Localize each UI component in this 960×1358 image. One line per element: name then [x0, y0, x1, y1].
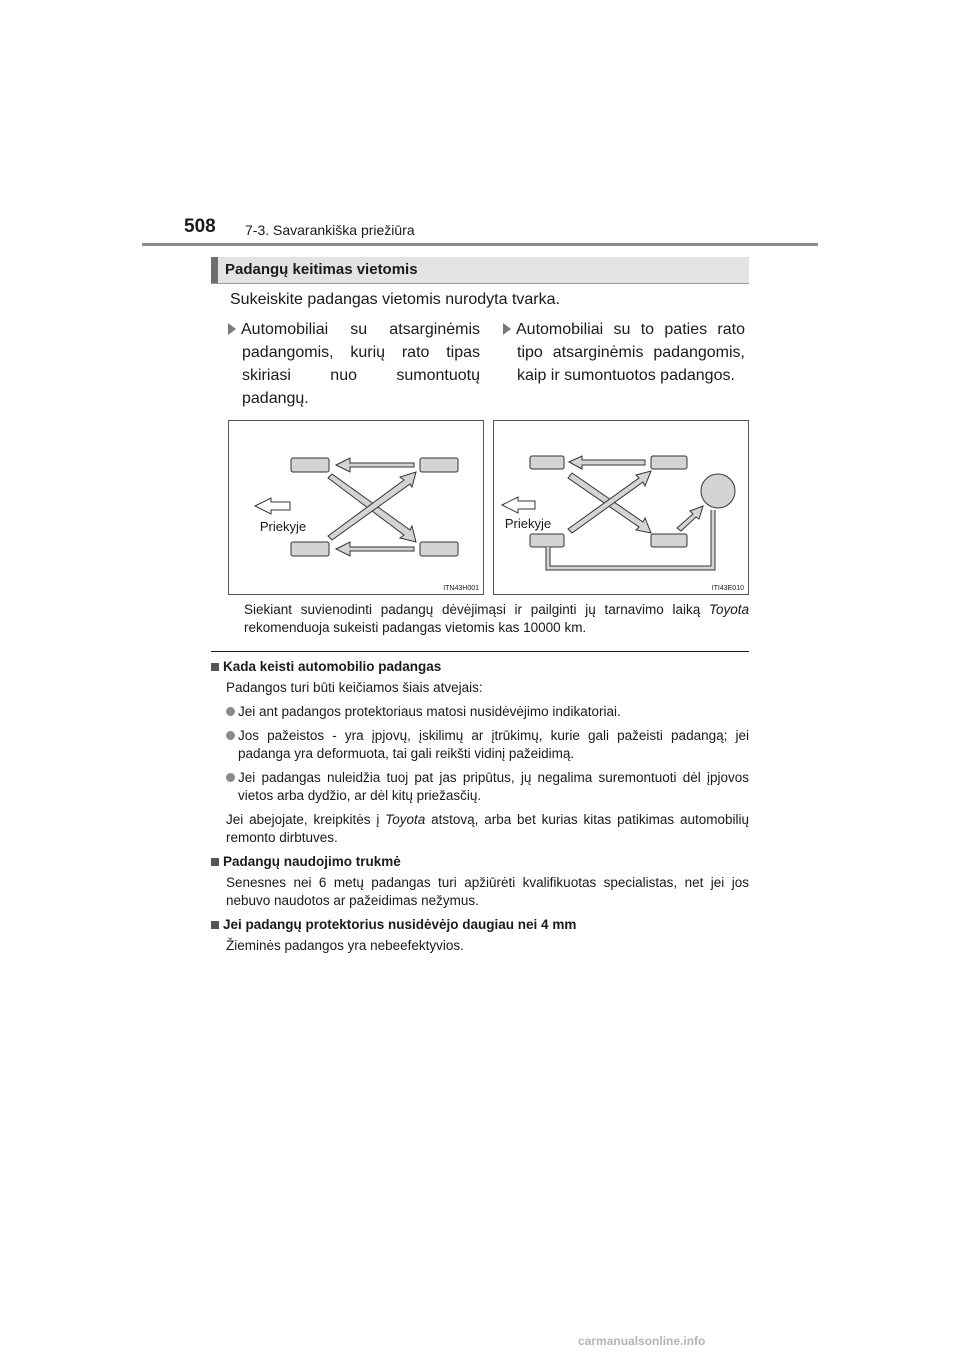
circle-bullet-icon	[226, 731, 235, 740]
tread-text: Žieminės padangos yra nebeefektyvios.	[226, 938, 464, 953]
column-left	[228, 318, 480, 410]
column-left-text: Automobiliai su atsarginėmis padangomis, kurių rato tipas skiriasi nuo sumontuotų padangų.	[241, 321, 480, 407]
rotation-diagram-left	[228, 420, 484, 595]
caption-pre: Siekiant suvienodinti padangų dėvėjimąsi ir pailginti jų tarnavimo laiką	[244, 602, 709, 617]
when-bullet: Jos pažeistos - yra įpjovų, įskilimų ar įtrūkimų, kurie gali pažeisti padangą; jei padanga yra deformuota, tai gali reikšti vidinį pažeidimą.	[211, 727, 749, 763]
when-intro: Padangos turi būti keičiamos šiais atvejais:	[226, 680, 483, 695]
title-bar-accent	[211, 257, 218, 283]
tire-rear-right	[651, 534, 687, 547]
title-bar-text: Padangų keitimas vietomis	[225, 261, 418, 278]
tire-rear-left	[651, 456, 687, 469]
note-brand: Toyota	[385, 812, 426, 827]
square-bullet-icon	[211, 921, 219, 929]
section-title: 7-3. Savarankiška priežiūra	[245, 222, 415, 238]
figure-caption	[244, 601, 749, 637]
caption-post: rekomenduoja sukeisti padangas vietomis kas 10000 km.	[244, 620, 587, 635]
tire-front-left	[530, 456, 564, 469]
column-right	[503, 318, 745, 387]
triangle-bullet-icon	[228, 323, 236, 335]
front-label-right: Priekyje	[504, 516, 552, 531]
header-rule	[142, 243, 818, 246]
column-right-text: Automobiliai su to paties rato tipo atsarginėmis padangomis, kaip ir sumontuotos padangos.	[516, 321, 745, 384]
tire-front-right	[291, 542, 329, 556]
heading-tread: Jei padangų protektorius nusidėvėjo daugiau nei 4 mm	[211, 916, 749, 934]
tire-rear-left	[420, 458, 458, 472]
section-rule	[211, 651, 749, 652]
heading-when: Kada keisti automobilio padangas	[211, 658, 749, 676]
page-number: 508	[184, 216, 216, 237]
when-bullet: Jei padangas nuleidžia tuoj pat jas pripūtus, jų negalima suremontuoti dėl įpjovos vietos arba dydžio, ar dėl kitų priežasčių.	[211, 769, 749, 805]
when-note: Jei abejojate, kreipkitės į Toyota atstovą, arba bet kurias kitas patikimas automobilių remonto dirbtuves.	[226, 812, 749, 845]
square-bullet-icon	[211, 858, 219, 866]
caption-brand: Toyota	[708, 602, 749, 617]
footer-watermark: carmanualsonline.info	[578, 1334, 706, 1348]
figure-code-right: ITI43E010	[711, 585, 744, 592]
circle-bullet-icon	[226, 773, 235, 782]
section-when	[211, 658, 749, 955]
heading-lifetime: Padangų naudojimo trukmė	[211, 853, 749, 871]
tire-rear-right	[420, 542, 458, 556]
lifetime-text: Senesnes nei 6 metų padangas turi apžiūrėti kvalifikuotas specialistas, net jei jos nebuvo naudotos ar pažeidimas nežymus.	[226, 875, 749, 908]
square-bullet-icon	[211, 663, 219, 671]
title-bar	[211, 257, 749, 284]
figure-code-left: ITN43H001	[443, 585, 479, 592]
figure-right	[493, 420, 749, 595]
triangle-bullet-icon	[503, 323, 511, 335]
when-bullet: Jei ant padangos protektoriaus matosi nusidėvėjimo indikatoriai.	[211, 703, 749, 721]
tire-front-right	[530, 534, 564, 547]
spare-tire	[701, 474, 735, 508]
tire-front-left	[291, 458, 329, 472]
rotation-diagram-right	[493, 420, 749, 595]
front-label-left: Priekyje	[259, 519, 307, 534]
circle-bullet-icon	[226, 707, 235, 716]
figure-left	[228, 420, 484, 595]
intro-text: Sukeiskite padangas vietomis nurodyta tvarka.	[230, 291, 560, 308]
